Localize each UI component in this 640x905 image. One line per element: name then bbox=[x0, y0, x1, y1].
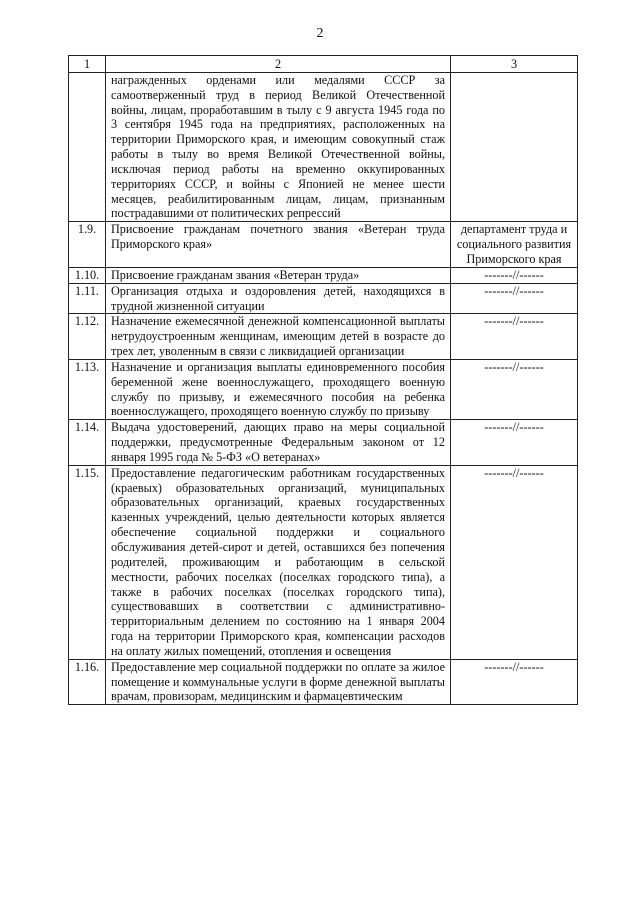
table-row bbox=[69, 72, 578, 221]
row-service-text: Предоставление мер социальной поддержки по оплате за жилое помещение и коммунальные услуги в форме денежной выплаты врачам, провизорам, медицинским и фармацевтическим bbox=[106, 659, 451, 705]
table-row bbox=[69, 465, 578, 659]
row-number: 1.10. bbox=[69, 267, 106, 283]
row-responsible: -------//------ bbox=[451, 465, 578, 659]
table-header-row bbox=[69, 56, 578, 73]
row-number: 1.9. bbox=[69, 222, 106, 268]
row-number: 1.14. bbox=[69, 420, 106, 466]
table-row bbox=[69, 420, 578, 466]
row-responsible: -------//------ bbox=[451, 359, 578, 419]
row-responsible: -------//------ bbox=[451, 267, 578, 283]
header-col-3: 3 bbox=[451, 56, 578, 73]
row-number: 1.16. bbox=[69, 659, 106, 705]
row-responsible: -------//------ bbox=[451, 659, 578, 705]
table-row bbox=[69, 659, 578, 705]
row-responsible: департамент труда и социального развития Приморского края bbox=[451, 222, 578, 268]
row-service-text: Назначение и организация выплаты единовременного пособия беременной жене военнослужащего, проходящего военную службу по призыву, и ежемесячного пособия на ребенка военнослужащего, проходящего военную службу по призыву bbox=[106, 359, 451, 419]
row-service-text: Присвоение гражданам почетного звания «Ветеран труда Приморского края» bbox=[106, 222, 451, 268]
row-responsible: -------//------ bbox=[451, 283, 578, 314]
row-number: 1.12. bbox=[69, 314, 106, 360]
table-row bbox=[69, 283, 578, 314]
services-table bbox=[68, 55, 578, 705]
row-number: 1.13. bbox=[69, 359, 106, 419]
table-row bbox=[69, 267, 578, 283]
row-service-text: Присвоение гражданам звания «Ветеран труда» bbox=[106, 267, 451, 283]
row-number: 1.11. bbox=[69, 283, 106, 314]
row-responsible bbox=[451, 72, 578, 221]
header-col-1: 1 bbox=[69, 56, 106, 73]
row-service-text: Организация отдыха и оздоровления детей, находящихся в трудной жизненной ситуации bbox=[106, 283, 451, 314]
row-service-text: Предоставление педагогическим работникам государственных (краевых) образовательных организаций, муниципальных образовательных организаций, краевых государственных казенных учреждений, целью деятельности которых является обеспечение социальной поддержки и социального обслуживания детей-сирот и детей, оставшихся без попечения родителей, проживающим и работающим в сельской местности, рабочих поселках (поселках городского типа), а также в рабочих поселках (поселках городского типа), существовавших в соответствии с административно-территориальным делением по состоянию на 1 января 2004 года на территории Приморского края, компенсации расходов на оплату жилых помещений, отопления и освещения bbox=[106, 465, 451, 659]
row-service-text: награжденных орденами или медалями СССР за самоотверженный труд в период Великой Отечественной войны, лицам, проработавшим в тылу с 9 августа 1945 года по 3 сентября 1945 года на предприятиях, расположенных на территории Приморского края, и имеющим совокупный стаж работы в тылу во время Великой Отечественной войны, исключая период работы на временно оккупированных территориях СССР, и войны с Японией не менее шести месяцев, реабилитированным лицам, лицам, признанным пострадавшими от политических репрессий bbox=[106, 72, 451, 221]
row-number bbox=[69, 72, 106, 221]
row-responsible: -------//------ bbox=[451, 420, 578, 466]
row-service-text: Назначение ежемесячной денежной компенсационной выплаты нетрудоустроенным женщинам, имеющим детей в возрасте до трех лет, уволенным в связи с ликвидацией организации bbox=[106, 314, 451, 360]
header-col-2: 2 bbox=[106, 56, 451, 73]
page-number: 2 bbox=[316, 26, 324, 41]
table-row bbox=[69, 222, 578, 268]
row-responsible: -------//------ bbox=[451, 314, 578, 360]
row-service-text: Выдача удостоверений, дающих право на меры социальной поддержки, предусмотренные Федеральным законом от 12 января 1995 года № 5-ФЗ «О ветеранах» bbox=[106, 420, 451, 466]
table-row bbox=[69, 359, 578, 419]
row-number: 1.15. bbox=[69, 465, 106, 659]
table-row bbox=[69, 314, 578, 360]
